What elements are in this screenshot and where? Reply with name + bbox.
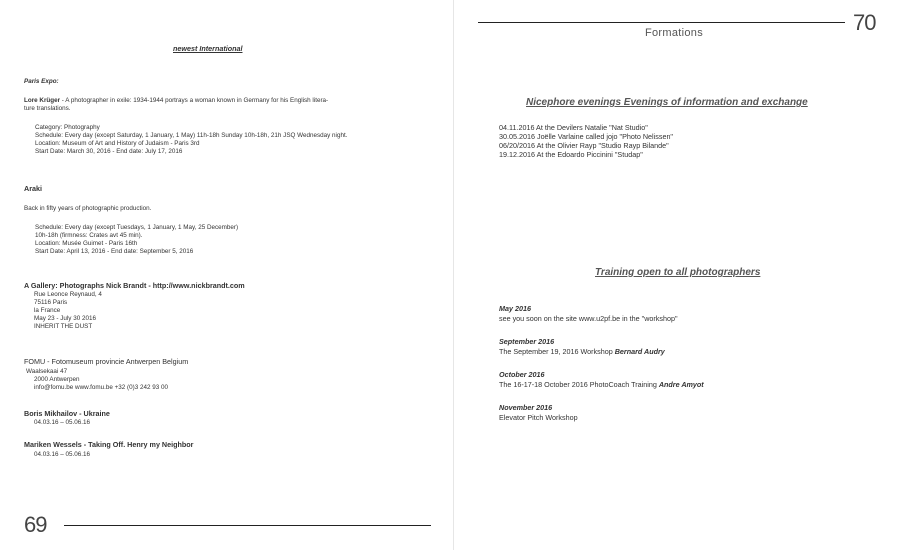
training-month: September 2016	[499, 337, 555, 346]
araki-dates: Start Date: April 13, 2016 - End date: September 5, 2016	[35, 248, 194, 255]
araki-hours: 10h-18h (firmness: Crates avt 45 min).	[35, 232, 143, 239]
training-title: Training open to all photographers	[595, 267, 761, 278]
training-trainer: Bernard Audry	[614, 347, 665, 356]
evening-item: 04.11.2016 At the Devilers Natalie "Nat Studio"	[499, 123, 648, 132]
araki-desc: Back in fifty years of photographic production.	[24, 205, 152, 212]
gallery-exhibition: INHERIT THE DUST	[34, 323, 93, 330]
gallery-country: la France	[34, 307, 61, 314]
evening-item: 06/20/2016 At the Olivier Rayp "Studio Rayp Bilande"	[499, 141, 669, 150]
training-month: May 2016	[499, 304, 531, 313]
training-text	[499, 314, 678, 323]
training-text-plain: The September 19, 2016 Workshop	[499, 347, 615, 356]
kruger-desc: - A photographer in exile: 1934-1944 portrays a woman known in Germany for his English litera-	[60, 97, 329, 104]
gallery-street: Rue Leonce Reynaud, 4	[34, 291, 102, 298]
training-text-plain: Elevator Pitch Workshop	[499, 413, 578, 422]
boris-name: Boris Mikhailov - Ukraine	[24, 409, 110, 418]
gallery-city: 75116 Paris	[34, 299, 68, 306]
kruger-name: Lore Krüger	[24, 97, 61, 104]
mariken-dates: 04.03.16 – 05.06.16	[34, 451, 91, 458]
training-month: October 2016	[499, 370, 545, 379]
fomu-title-rest: - Fotomuseum provincie Antwerpen Belgium	[45, 357, 189, 366]
right-page	[454, 0, 908, 550]
training-text	[499, 413, 578, 422]
left-heading: newest International	[173, 44, 243, 53]
kruger-desc-line1	[24, 97, 328, 105]
training-trainer: Andre Amyot	[658, 380, 704, 389]
kruger-desc-line2: ture translations.	[24, 105, 71, 112]
evening-item: 30.05.2016 Joëlle Varlaine called jojo "Photo Nelissen"	[499, 132, 673, 141]
araki-name: Araki	[24, 184, 42, 193]
left-page-number: 69	[24, 512, 47, 537]
kruger-location: Location: Museum of Art and History of Judaism - Paris 3rd	[35, 140, 200, 147]
training-text-plain: The 16-17-18 October 2016 PhotoCoach Training	[499, 380, 659, 389]
header-title: Formations	[645, 27, 704, 39]
fomu-name: FOMU	[24, 357, 46, 366]
evenings-title: Nicephore evenings Evenings of information and exchange	[526, 97, 808, 108]
right-page-number: 70	[853, 10, 876, 35]
evening-item: 19.12.2016 At the Edoardo Piccinini "Studap"	[499, 150, 643, 159]
gallery-dates: May 23 - July 30 2016	[34, 315, 96, 322]
fomu-contact: info@fomu.be www.fomu.be +32 (0)3 242 93 00	[34, 384, 168, 391]
fomu-street: Waalsekaai 47	[26, 368, 68, 375]
paris-expo-label: Paris Expo:	[24, 78, 59, 85]
training-month: November 2016	[499, 403, 553, 412]
kruger-dates: Start Date: March 30, 2016 - End date: July 17, 2016	[35, 148, 183, 155]
boris-dates: 04.03.16 – 05.06.16	[34, 419, 91, 426]
mariken-name: Mariken Wessels - Taking Off. Henry my Neighbor	[24, 440, 194, 449]
gallery-title: A Gallery: Photographs Nick Brandt - http://www.nickbrandt.com	[24, 281, 245, 290]
fomu-city: 2000 Antwerpen	[34, 376, 80, 383]
kruger-schedule: Schedule: Every day (except Saturday, 1 January, 1 May) 11h-18h Sunday 10h-18h, 21h JSQ Wednesday night.	[35, 132, 348, 139]
kruger-category: Category: Photography	[35, 124, 100, 131]
training-text	[499, 347, 665, 356]
right-header-rule	[478, 22, 845, 23]
araki-schedule: Schedule: Every day (except Tuesdays, 1 January, 1 May, 25 December)	[35, 224, 239, 231]
left-footer-rule	[64, 525, 431, 526]
fomu-title	[24, 357, 188, 366]
araki-location: Location: Musée Guimet - Paris 16th	[35, 240, 138, 247]
training-text	[499, 380, 704, 389]
training-text-plain: see you soon on the site www.u2pf.be in the "workshop"	[499, 314, 678, 323]
